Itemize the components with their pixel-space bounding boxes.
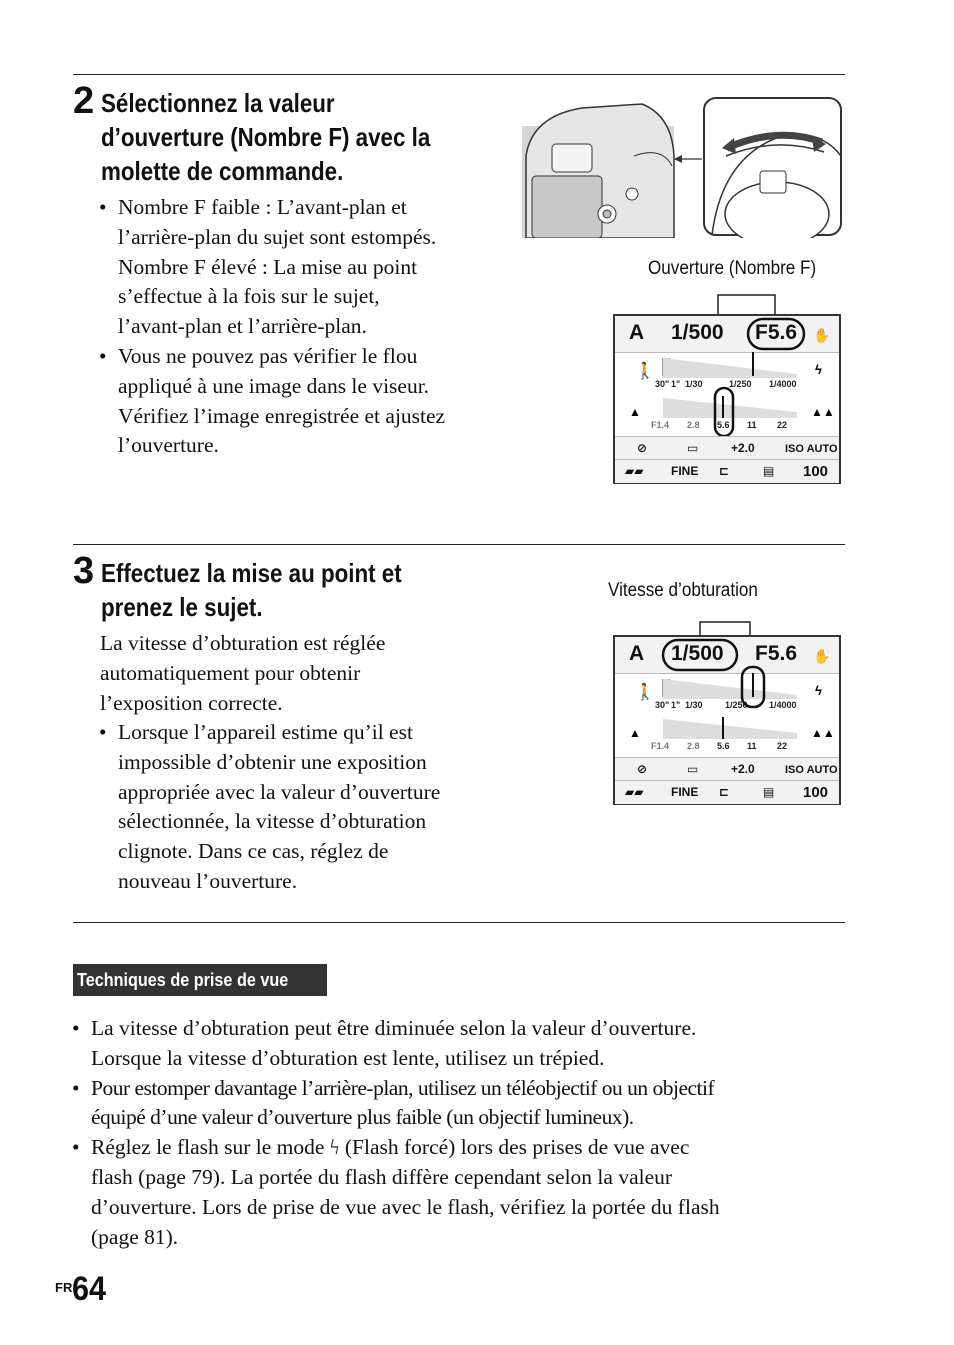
flash-icon: ⊘ bbox=[637, 762, 648, 776]
bullet-item: • Nombre F faible : L’avant-plan et l’arrière-plan du sujet sont estompés. Nombre F élevé : La mise au point s’effectue à la fois sur le sujet, l’avant-plan et l’arrière-plan. bbox=[99, 195, 437, 339]
svg-text:🚶: 🚶 bbox=[635, 363, 655, 380]
svg-text:▲▲: ▲▲ bbox=[811, 405, 835, 419]
lcd-display-aperture: A 1/500 F5.6 ✋ 🚶 ϟ ▲ ▲▲ 30" 1" 1/30 1/250 1/4000 F1.4 2.8 5.6 11 22 ⊘ ▭ +2.0 ISO AUTO ▰▰ FINE ⊏ ▤ 100 bbox=[613, 314, 841, 484]
step-body bbox=[99, 193, 446, 461]
camera-dial-illustration bbox=[522, 96, 844, 238]
step-number: 2 bbox=[73, 80, 95, 122]
section-divider bbox=[73, 74, 845, 75]
steadyshot-icon: ▤ bbox=[763, 464, 775, 478]
lcd-display-shutter: A 1/500 F5.6 ✋ 🚶 ϟ ▲ ▲▲ 30" 1" 1/30 1/250 1/4000 F1.4 2.8 5.6 11 22 ⊘ ▭ +2.0 ISO AUTO ▰▰ FINE ⊏ ▤ 100 bbox=[613, 635, 841, 805]
aperture-callout-label: Ouverture (Nombre F) bbox=[648, 258, 817, 279]
section-divider bbox=[73, 544, 845, 545]
svg-text:ϟ: ϟ bbox=[815, 362, 822, 377]
flash-icon: ⊘ bbox=[637, 441, 648, 455]
tip-item: • Pour estomper davantage l’arrière-plan, utilisez un téléobjectif ou un objectif équipé d’une valeur d’ouverture plus faible (un objectif lumineux). bbox=[72, 1075, 715, 1130]
shutter-callout-label: Vitesse d’obturation bbox=[608, 580, 758, 601]
step-heading: Effectuez la mise au point et prenez le sujet. bbox=[101, 558, 402, 622]
battery-icon: ▰▰ bbox=[625, 785, 644, 799]
svg-text:▲▲: ▲▲ bbox=[811, 726, 835, 740]
bullet-item: • Lorsque l’appareil estime qu’il est impossible d’obtenir une exposition appropriée avec la valeur d’ouverture sélectionnée, la vitesse d’obturation clignote. Dans ce cas, réglez de nouveau l’ouverture. bbox=[99, 720, 441, 893]
step-heading: Sélectionnez la valeur d’ouverture (Nombre F) avec la molette de commande. bbox=[101, 88, 431, 186]
svg-text:✋: ✋ bbox=[813, 328, 831, 344]
svg-text:▲: ▲ bbox=[629, 405, 641, 419]
step-intro: La vitesse d’obturation est réglée automatiquement pour obtenir l’exposition correcte. bbox=[100, 631, 386, 715]
section-badge: Techniques de prise de vue bbox=[73, 964, 327, 996]
steadyshot-icon: ▤ bbox=[763, 785, 775, 799]
image-size-icon: ⊏ bbox=[719, 785, 730, 799]
battery-icon: ▰▰ bbox=[625, 464, 644, 478]
tips-list bbox=[72, 1014, 720, 1252]
step-number: 3 bbox=[73, 550, 95, 592]
section-divider bbox=[73, 922, 845, 923]
drive-mode-icon: ▭ bbox=[687, 762, 699, 776]
svg-text:▲: ▲ bbox=[629, 726, 641, 740]
page-number: $^{FR}$64 bbox=[55, 1270, 107, 1308]
svg-text:🚶: 🚶 bbox=[635, 684, 655, 701]
svg-text:✋: ✋ bbox=[813, 648, 831, 664]
step-body bbox=[99, 718, 441, 897]
bullet-item: • Vous ne pouvez pas vérifier le flou appliqué à une image dans le viseur. Vérifiez l’image enregistrée et ajustez l’ouverture. bbox=[99, 343, 446, 458]
tip-item: • Réglez le flash sur le mode ϟ (Flash forcé) lors des prises de vue avec flash (page 79). La portée du flash diffère cependant selon la valeur d’ouverture. Lors de prise de vue avec le flash, vérifiez la portée du flash (page 81). bbox=[72, 1135, 720, 1249]
drive-mode-icon: ▭ bbox=[687, 441, 699, 455]
image-size-icon: ⊏ bbox=[719, 464, 730, 478]
tip-item: • La vitesse d’obturation peut être diminuée selon la valeur d’ouverture. Lorsque la vitesse d’obturation est lente, utilisez un trépied. bbox=[72, 1016, 697, 1070]
svg-text:ϟ: ϟ bbox=[815, 683, 822, 698]
